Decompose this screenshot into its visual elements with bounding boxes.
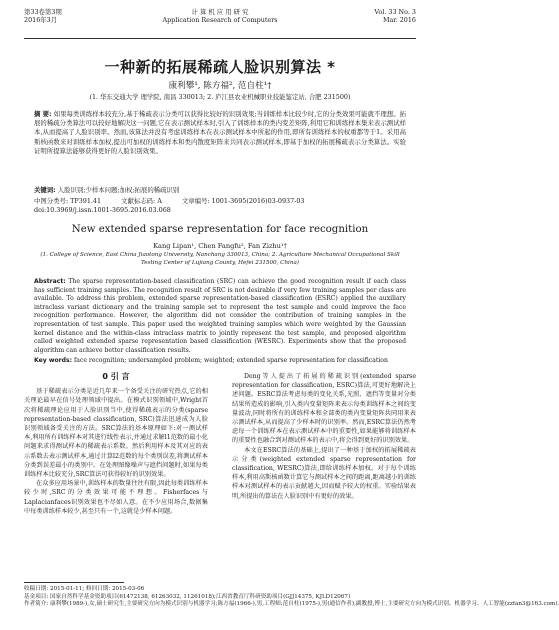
paper-title-en: New extended sparse representation for face recognition (71, 224, 369, 235)
body-paragraph: 基于稀疏表示分类是近几年来一个备受关注的研究热点,它的相关理论最早在信号处理领域中提出。在模式识别领域中,Wright首次将稀疏理论应用于人脸识别当中,使得稀疏表示的分类(sparse representation-based classification, SRC)算法迅速成为人脸识别领域备受关注的方法。SRC算法的基本原理如下:对一测试样本,利用所有训练样本对其进行线性表示,并通过求解l1范数的最小化问题来求得测试样本的稀疏表示系数。然后利用样本及其对应的表示系数去表示测试样本,通过计算l2范数的每个类别误差,将测试样本分类到误差最小的类别中。在处理图像噪声与遮挡问题时,如果每类训练样本比较充分,SRC算法可获得较好的识别效果。 (24, 388, 208, 479)
header-vol-en: Vol. 33 No. 3 (374, 8, 416, 16)
abstract-cn (34, 110, 406, 185)
keywords-cn-text: 人脸识别;少样本问题;加权;拓展的稀疏识别 (57, 186, 180, 194)
header-date-en: Mar. 2016 (382, 16, 416, 24)
paper-title-cn: 一种新的拓展稀疏人脸识别算法 * (104, 58, 336, 76)
authors-en: Kang Lipan¹, Chen Fangfu², Fan Zizhu¹† (153, 242, 287, 250)
abstract-en (34, 278, 406, 354)
abstract-en-text: The sparse representation-based classification (SRC) can achieve the good recognition result if each class has sufficient training samples. The recognition result of SRC is not desirable if very few training samples per class are available. To address this problem, extended sparse representation-based classification (ESRC) applied the auxiliary intraclass variant dictionary and the training sample set to represent the test sample and could improve the face recognition performance. However, the algorithm did not consider the contribution of training samples in the representation of test sample. This paper used the weighted training samples which were weighted by the Gaussian kernel distance and the within-class intraclass matrix to jointly represent the test sample, and proposed algorithm called weighted extended sparse representation based classification (WESRC). Experiments show that the proposed algorithm can achieve better classification results. (34, 278, 407, 354)
header-date-cn: 2016年3月 (24, 16, 58, 24)
body-column-left (24, 372, 208, 579)
classification-meta (34, 197, 322, 206)
body-paragraph: 本文在ESRC算法的基础上,提出了一种基于加权的拓展稀疏表示分类(weighted extended sparse representation for classification, WESRC)算法,即给训练样本加权。对于每个训练样本,利用高斯核函数计算它与测试样本之间的距离,距离越小的训练样本对测试样本的表示贡献越大,因而赋予较大的权重。实验结果表明,所提出的算法在人脸识别中有更好的效果。 (232, 446, 416, 500)
abstract-en-label: Abstract: (34, 278, 66, 285)
body-paragraph: 在众多应用场景中,训练样本的数量往往有限,因此每类训练样本较少时,SRC的分类效果可能不理想。Fisherfaces与Laplacianfaces识别效果也不尽如人意。在不少应用场合,数据集中每类训练样本较少,甚至只有一个,这就是少样本问题。 (24, 480, 208, 515)
footnote-received: 收稿日期: 2015-01-11; 修回日期: 2015-03-06 (24, 586, 145, 592)
header-journal (24, 8, 416, 24)
footnote-fund: 基金项目: 国家自然科学基金资助项目(61472138, 61263032, 11261018);江西省教育厅科研资助项目(GJJ14375, KJLD12067) (24, 593, 351, 600)
keywords-cn (34, 186, 406, 195)
header-issue-info (374, 8, 416, 24)
keywords-en-text: face recognition; undersampled problem; weighted; extended sparse representation for classification (74, 357, 388, 364)
doi: doi:10.3969/j.issn.1001-3695.2016.03.068 (34, 206, 171, 214)
footnotes (24, 586, 559, 609)
affiliation-cn: (1. 华东交通大学 理学院, 南昌 330013; 2. 庐江县农业机械职业技能鉴定站, 合肥 231500) (89, 93, 351, 101)
keywords-en-label: Key words: (34, 357, 73, 364)
footnote-divider (24, 582, 124, 583)
keywords-cn-label: 关键词: (34, 186, 56, 194)
header-divider (24, 38, 416, 39)
doc-code: 文献标志码: A (121, 197, 162, 205)
affiliation-en: (1. College of Science, East China Jiaotong University, Nanchang 330013, China; 2. Agriculture Mechanical Occupational Skill Testing Center of Lujiang County, Hefei 231500, China) (40, 252, 400, 266)
authors-cn: 康利攀¹, 陈方福², 范自柱¹† (168, 81, 272, 91)
running-header (24, 8, 416, 36)
header-journal-en: Application Research of Computers (162, 16, 278, 24)
abstract-cn-text: 如果每类训练样本较充分,基于稀疏表示分类可以获得比较好的识别效果;当训练样本比较少时,它的分类效果可能就不理想。拓展的稀疏分类算法可以较好地解决这一问题,它在表示测试样本时,引入了训练样本的类内变差矩阵,利用它和训练样本集来表示测试样本,从而提高了人脸识别率。然而,该算法并没有考虑训练样本在表示测试样本中所起的作用,即所有训练样本的权重都等于1。采用高斯核函数来对训练样本加权,提出可加权的训练样本和类内散度矩阵来共同表示测试样本,即基于加权的拓展稀疏表示分类算法。实验证明所提算法能够获得更好的人脸识别效果。 (34, 110, 407, 155)
footnote-bio: 作者简介: 康利攀(1989-),女,硕士研究生,主要研究方向为模式识别与机器学习;陈方福(1966-),男,工程师;范自柱(1975-),男(通信作者),副教授,博士,主要研究方向为模式识别、机器学习、人工智能(zzfan3@163.com). (24, 601, 559, 608)
section-heading-intro: 0 引 言 (102, 372, 130, 381)
header-journal-cn: 计 算 机 应 用 研 究 (191, 8, 249, 16)
article-number: 文章编号: 1001-3695(2016)03-0937-03 (181, 197, 305, 205)
header-volume: 第33卷第3期 (24, 8, 62, 16)
body-paragraph: Deng等人提出了拓展的稀疏识别(extended sparse representation for classification, ESRC)算法,可更好地解决上述问题。ESRC算法考虑每类的变化关系,光照、遮挡等变量对分类结果所造成的影响,引入类内变量矩阵来表示每类训练样本之间的变量波动,同时将所有的训练样本和全部类的类内变量矩阵共同用来表示测试样本,从而提高了少样本时的识别率。然而,ESRC算法仍然考虑每一个训练样本在表示测试样本中的重要性,如果能够将训练样本的重要性也融合到对测试样本的表示中,将会得到更好的识别效果。 (232, 373, 416, 445)
keywords-en (34, 356, 406, 365)
abstract-cn-label: 摘 要: (34, 110, 52, 118)
clc-number: 中图分类号: TP391.41 (34, 197, 102, 205)
